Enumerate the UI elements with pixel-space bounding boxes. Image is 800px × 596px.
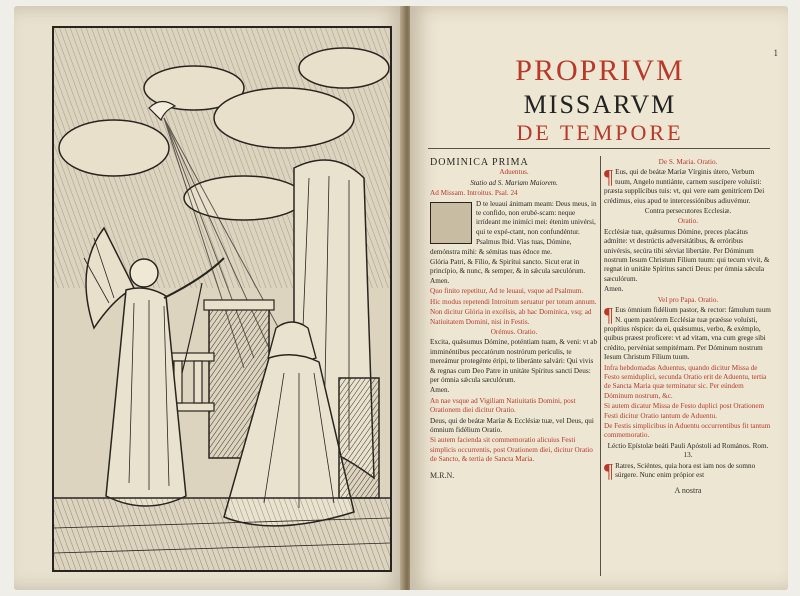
left_column-paragraph: Non dicitur Glória in excélsis, ab hac Dominica, vsq; ad Natiuitatem Domini, nisi in Festis.	[430, 308, 592, 326]
text-column-right	[604, 158, 772, 578]
initial-capital-ornament: ¶	[604, 304, 614, 327]
left_column-paragraph: Orémus. Oratio.	[490, 327, 538, 336]
title-missarum: MISSARVM	[523, 90, 677, 119]
right_column-paragraph: Si autem dicatur Missa de Festo duplici post Orationem Festi dicitur Oratio tantum de Aduentu.	[604, 402, 765, 420]
left-page	[14, 6, 404, 590]
open-book	[14, 6, 788, 590]
left_column-paragraph: Excita, quǽsumus Dómine, poténtiam tuam, & veni: vt ab imminéntibus peccatórum nostrórum perículis, te mereámur protegénte éripi, te liberánte salvári: Qui vivis & regnas cum Deo Patre in unitáte Spíritus sancti Deus: per ómnia sǽcula sæculórum.	[430, 338, 598, 384]
left_column-paragraph: M.R.N.	[430, 470, 455, 480]
left_column-paragraph: Statio ad S. Mariam Maiorem.	[470, 178, 558, 187]
left_column-paragraph: An nae vsque ad Vigiliam Natiuitatis Domini, post Orationem diei dicitur Oratio.	[430, 396, 576, 415]
initial-capital-ornament	[430, 202, 472, 244]
left_column-paragraph: DOMINICA PRIMA	[430, 158, 529, 168]
initial-capital-ornament: ¶	[604, 166, 614, 189]
right_column-paragraph: Contra persecutores Ecclesiæ.	[644, 207, 732, 216]
right_column-paragraph: Vel pro Papa. Oratio.	[657, 295, 719, 304]
woodcut-illustration	[54, 28, 390, 570]
left_column-paragraph: Deus, qui de beátæ Maríæ & Ecclésiæ tuæ, vel Deus, qui ómnium fidélium Oratio.	[430, 416, 594, 434]
right_column-paragraph: De Festis simplicibus in Aduentu occurrentibus fit tantum commemoratio.	[604, 421, 771, 440]
right_column-paragraph: Oratio.	[677, 217, 699, 226]
column-divider	[600, 156, 601, 576]
initial-capital-ornament: ¶	[604, 459, 614, 482]
title-rule	[428, 148, 770, 149]
right_column-paragraph: A nostra	[674, 486, 702, 496]
right_column-paragraph: Eus ómnium fidélium pastor, & rector: fámulum tuum N. quem pastórem Ecclésiæ tuæ præésse voluísti, propítius réspice: da ei, quǽsumus, verbo, & exémplo, quibus præest profícere: vt ad vitam, vna cum grege sibi crédito, pervéniat sempitérnam. Per Dóminum nostrum Iesum Christum Fílium tuum.	[604, 306, 771, 362]
right_column-paragraph: Ecclésiæ tuæ, quǽsumus Dómine, preces placátus admítte: vt destrúctis adversitátibus, & erróribus univérsis, secúra tibi sérviat libertáte. Per Dóminum nostrum Iesum Christum Fílium tuum: qui tecum vivit, & regnat in unitáte Spíritus sancti Deus: per ómnia sǽcula sæculórum.	[604, 227, 770, 283]
left_column-paragraph: Si autem facienda sit commemoratio alicuius Festi simplicis occurrentis, post Orationem diei, dicitur Oratio de Sancto, & tertia de Sancta Maria.	[430, 436, 593, 464]
page-number: 1	[773, 48, 778, 58]
annunciation-woodcut	[52, 26, 392, 572]
left_column-paragraph: Amen.	[430, 386, 450, 395]
right_column-paragraph: Ratres, Sciéntes, quia hora est iam nos de somno súrgere. Nunc enim própior est	[615, 461, 756, 479]
left_column-paragraph: Quo finito repetitur, Ad te leuaui, vsque ad Psalmum.	[430, 287, 584, 296]
left_column-paragraph: D te leuaui ánimam meam: Deus meus, in te confido, non erubé-scam: neque irrídeant me inimíci mei: étenim univérsi, qui te expé-ctant, non confundéntur.	[476, 199, 597, 236]
right_column-paragraph: De S. Maria. Oratio.	[658, 158, 718, 166]
title-proprium: PROPRIVM	[515, 54, 685, 87]
left_column-paragraph: Hic modus repetendi Introitum seruatur per totum annum.	[430, 297, 597, 306]
left_column-paragraph: Glória Patri, & Fílio, & Spirítui sancto. Sicut erat in princípio, & nunc, & semper, & in sǽcula sæculórum. Amen.	[430, 258, 586, 285]
right_column-paragraph: Eus, qui de beátæ Maríæ Vírginis útero, Verbum tuum, Angelo nuntiánte, carnem suscípere voluísti: præsta supplícibus tuis: vt, qui vere eam genitrícem Dei crédimus, eius apud te intercessiónibus adiuvémur.	[604, 168, 765, 205]
right_column-paragraph: Léctio Epístolæ beáti Pauli Apóstoli ad Romános. Rom. 13.	[607, 441, 769, 460]
text-column-left	[430, 158, 598, 578]
right-page	[410, 6, 788, 590]
left_column-paragraph: Psalmus Ibid. Vias tuas, Dómine, demónstra mihi: & sémitas tuas édoce me.	[430, 238, 572, 256]
left_column-paragraph: Ad Missam. Introitus. Psal. 24	[430, 189, 518, 198]
title-de-tempore: DE TEMPORE	[516, 120, 684, 145]
right_column-paragraph: Infra hebdomadas Aduentus, quando dicitur Missa de Festo semiduplici, secunda Oratio erit de Aduentu, tertia de Sancta Maria quæ terminatur sic. Per eúndem Dóminum nostrum, &c.	[604, 363, 767, 400]
right_column-paragraph: Amen.	[604, 285, 624, 294]
left_column-paragraph: Aduentus.	[499, 168, 529, 177]
